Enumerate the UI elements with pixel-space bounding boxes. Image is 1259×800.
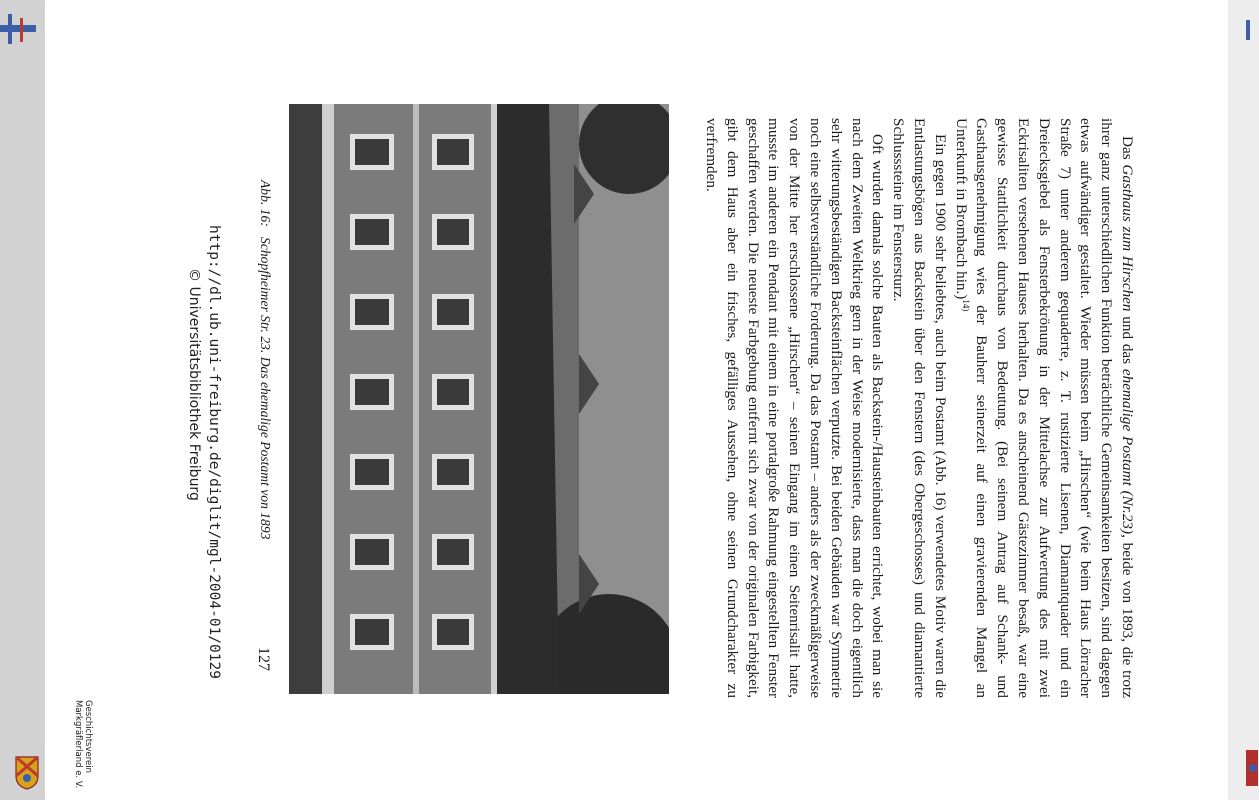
building-photo <box>289 104 669 694</box>
footnote-ref: 14) <box>960 299 971 312</box>
society-line-1: Geschichtsverein <box>83 700 93 774</box>
p1-postamt-italic: ehemalige Postamt (Nr.23), <box>1119 368 1136 538</box>
p1-text-b: und das <box>1119 311 1136 369</box>
p1-text-a: Das <box>1119 136 1136 165</box>
document-page <box>45 0 1228 800</box>
next-page-crest-fragment <box>1244 748 1258 786</box>
p1-gasthaus-italic: Gasthaus zum Hirschen <box>1119 164 1136 312</box>
society-name <box>73 700 93 788</box>
left-page-strip <box>0 0 45 800</box>
source-url[interactable]: http://dl.ub.uni-freiburg.de/diglit/mgl-2004-01/0129 <box>206 225 222 679</box>
right-page-strip <box>1228 0 1259 800</box>
caption-label: Abb. 16: <box>258 180 273 227</box>
paragraph-1 <box>950 118 1137 698</box>
p1-text-c: beide von 1893, die trotz ihrer ganz unterschiedlichen Funktion beträchtliche Gemeinsamkeiten besitzen, sind dagegen etwas aufwändiger gestaltet. Wieder müssen beim „Hirschen“ (wie beim Haus Lörracher Straße 7) unter anderem gequaderte, z. T. rustizierte Lisenen, Diamantquader und ein Dreiecksgiebel als Fensterbekrönung in der Mittelachse zur Aufwertung des mit zwei Eckrisaliten versehenen Hauses herhalten. Da es anscheinend Gästezimmer besaß, war eine gewisse Stattlichkeit durchaus von Bedeutung. (Bei seinem Antrag auf Schank- und Gasthausgenehmigung wies der Bauherr seinerzeit auf einen gravierenden Mangel an Unterkunft in Brombach hin.) <box>952 118 1136 698</box>
article-body <box>700 118 1137 698</box>
paragraph-3: Oft wurden damals solche Bauten als Backstein-/Hausteinbauten errichtet, wobei man sie nach dem Zweiten Weltkrieg gern in der Weise modernisierte, dass man die doch eigentlich sehr witterungsbeständigen Backsteinflächen verputzte. Bei beiden Gebäuden war Symmetrie noch eine selbstverständliche Forderung. Da das Postamt – anders als der zweckmäßigerweise von der Mitte her erschlossene „Hirschen“ – seinen Eingang im einen Seitenrisalit hatte, musste im anderen ein Pendant mit einem in eine portalgroße Rahmung eingestellten Fenster geschaffen werden. Die neueste Farbgebung entfernt sich zwar von der originalen Farbigkeit, gibt dem Haus aber ein frisches, gefälliges Aussehen, ohne seinen Grundcharakter zu verfremden. <box>703 118 887 698</box>
society-crest-icon <box>15 756 39 790</box>
page-number: 127 <box>255 647 272 671</box>
paragraph-2: Ein gegen 1900 sehr beliebtes, auch beim Postamt (Abb. 16) verwendetes Motiv waren die Entlastungsbögen aus Backstein über den Fenstern (des Obergeschosses) und diamantierte Schlusssteine im Fenstersturz. <box>890 118 949 698</box>
society-line-2: Markgräflerland e. V. <box>73 700 83 789</box>
rotated-page-content <box>45 0 1228 800</box>
caption-text: Schopfheimer Str. 23. Das ehemalige Postamt von 1893 <box>258 237 273 540</box>
next-page-logo-fragment <box>1243 20 1253 40</box>
ub-freiburg-logo-fragment <box>0 12 38 46</box>
copyright-line: © Universitätsbibliothek Freiburg <box>186 268 202 501</box>
